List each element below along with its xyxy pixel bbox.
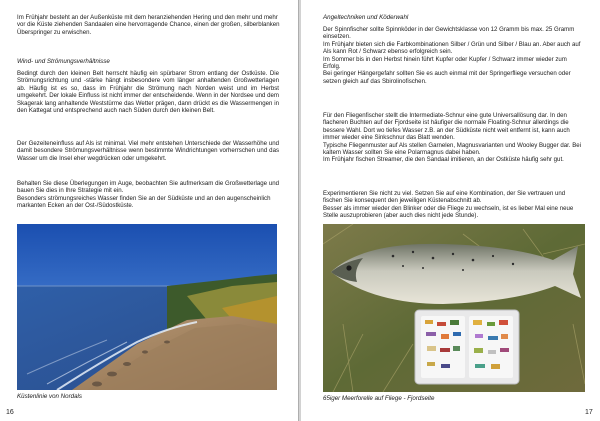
section-heading-techniques: Angeltechniken und Köderwahl (323, 14, 409, 21)
text-block-experiment (323, 190, 585, 220)
text-line: Typische Fliegenmuster auf Als stellen Garnelen, Magnusvarianten und Wooley Bugger dar. Bei kaltem Wasser sollten Sie eine Polarmagnus dabei haben. (323, 141, 582, 157)
paragraph-strategy: Behalten Sie diese Überlegungen im Auge, beobachten Sie aufmerksam die Großwetterlage und bauen Sie dies in Ihre Strategie mit ein. (17, 180, 279, 195)
text-line: Bei geringer Hängergefahr sollten Sie es auch einmal mit der Springerfliege versuchen oder setzen gleich auf das Sbirolinofischen. (323, 70, 571, 85)
paragraph-strong-current: Besonders strömungsreiches Wasser finden Sie an der Südküste und an den augenscheinlich markanten Ecken an der Ost-/Südostküste. (17, 195, 271, 210)
text-block-spinning (323, 26, 585, 85)
page-number-right: 17 (585, 409, 593, 416)
right-page (301, 0, 600, 421)
text-line: Besser als immer wieder den Blinker oder die Fliege zu wechseln, ist es lieber Mal eine neue Stelle auszuprobieren (aber auch dies nicht jede Stunde). (323, 204, 574, 220)
text-line: Im Sommer bis in den Herbst hinein führt Kupfer oder Kupfer / Schwarz immer wieder zum Erfolg. (323, 55, 567, 71)
text-line: Der Spinnfischer sollte Spinnköder in der Gewichtsklasse von 12 Gramm bis max. 25 Gramm einsetzen. (323, 26, 575, 41)
paragraph-current: Bedingt durch den kleinen Belt herrscht häufig ein spürbarer Strom entlang der Ostküste. Die Strömungsrichtung und -stärke hängt insbesondere vom länger anhaltenden Großwetterlagen ab. Häufig ist es so, dass im Frühjahr die Strömung nach Norden weist und im Herbst umgekehrt. Der lokale Einfluss ist nicht immer der entscheidende. Wenn in der Nordsee und dem Skagerak lang anhaltende Weststürme das Wetter prägen, dann drückt es die Wassermengen in den Kattegat und entsprechend auch nach Süden durch den kleinen Belt. (17, 70, 279, 115)
paragraph-tides: Der Gezeiteneinfluss auf Als ist minimal. Viel mehr entstehen Unterschiede der Wasserhöhe und damit besondere Strömungsverhältnisse wenn bestimmte Windrichtungen vorherrschen und das Wasser um die Insel eher wegdrücken oder umgekehrt. (17, 140, 279, 162)
text-block-fly-fishing (323, 112, 585, 164)
caption-coastline: Küstenlinie von Nordals (17, 393, 83, 400)
intro-paragraph: Im Frühjahr besteht an der Außenküste mit dem heranziehenden Hering und den mehr und mehr vor die Küste ziehenden Sandaalen eine hervorragende Chance, einen der großen, silberblanken Überspringer zu erwischen. (17, 14, 280, 36)
sea-trout-photo (323, 224, 585, 392)
caption-sea-trout: 65iger Meerforelle auf Fliege - Fjordseite (323, 395, 435, 402)
coastline-photo (17, 224, 277, 390)
page-number-left: 16 (6, 409, 14, 416)
text-line: Für den Fliegenfischer stellt die Intermediate-Schnur eine gute Universallösung dar. In den flacheren Buchten auf der Fjordseite ist häufiger die normale Floating-Schnur allerdings die bessere Wahl. Dort wo tiefes Wasser z.B. an der Südküste nicht weit entfernt ist, kann auch immer wieder eine Sinkschnur das Blatt wenden. (323, 112, 570, 142)
text-line: Im Frühjahr bieten sich die Farbkombinationen Silber / Grün und Silber / Blau an. Aber auch auf Als kann Rot / Schwarz ebenso erfolgreich sein. (323, 40, 581, 56)
text-line: Im Frühjahr fischen Streamer, die den Sandaal imitieren, an der Ostküste häufig sehr gut. (323, 156, 564, 164)
left-page (0, 0, 298, 421)
section-heading-wind: Wind- und Strömungsverhältnisse (17, 58, 110, 65)
text-line: Experimentieren Sie nicht zu viel. Setzen Sie auf eine Kombination, der Sie vertrauen und fischen Sie konsequent den jeweiligen Küstenabschnitt ab. (323, 190, 566, 205)
